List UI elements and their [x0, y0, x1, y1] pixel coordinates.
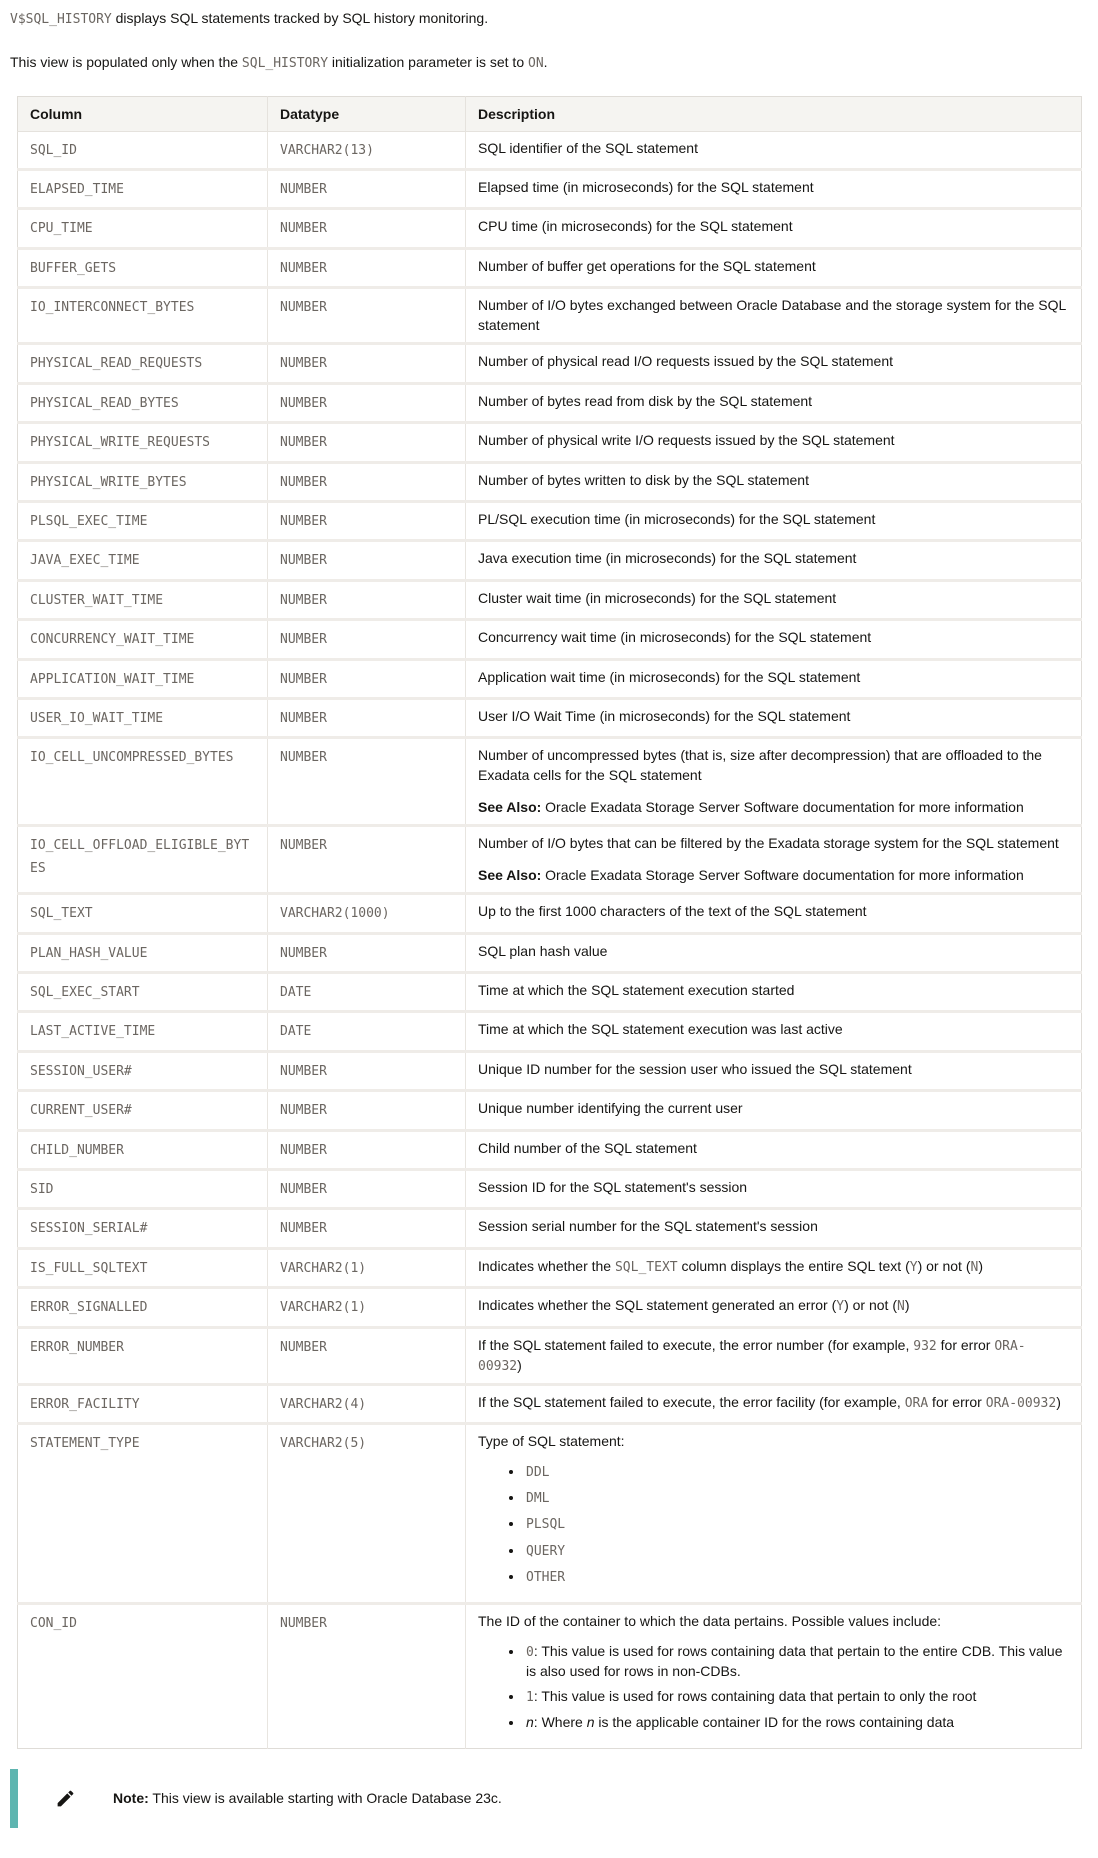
- column-name-cell: [18, 423, 268, 462]
- description-cell: [466, 170, 1082, 209]
- table-row: [18, 620, 1082, 659]
- column-name: ERROR_NUMBER: [30, 1339, 124, 1355]
- datatype-value: NUMBER: [280, 395, 327, 411]
- datatype-cell: [268, 698, 466, 737]
- note-accent-bar: [10, 1769, 18, 1828]
- description-cell: [466, 502, 1082, 541]
- table-row: [18, 1091, 1082, 1130]
- table-row: [18, 502, 1082, 541]
- description-cell: [466, 1288, 1082, 1327]
- datatype-cell: [268, 288, 466, 344]
- description-paragraph: The ID of the container to which the data pertains. Possible values include:: [478, 1612, 942, 1629]
- description-paragraph: Indicates whether the SQL_TEXT column displays the entire SQL text (Y) or not (N): [478, 1257, 983, 1275]
- description-cell: [466, 1051, 1082, 1090]
- table-row: [18, 1288, 1082, 1327]
- description-paragraph: Type of SQL statement:: [478, 1433, 625, 1450]
- column-name: CHILD_NUMBER: [30, 1142, 124, 1158]
- description-paragraph: Number of physical read I/O requests issued by the SQL statement: [478, 353, 894, 370]
- description-cell: [466, 1130, 1082, 1169]
- datatype-value: NUMBER: [280, 1221, 327, 1237]
- column-name: USER_IO_WAIT_TIME: [30, 710, 164, 726]
- description-paragraph: CPU time (in microseconds) for the SQL statement: [478, 218, 793, 235]
- column-name-cell: [18, 894, 268, 933]
- description-list-item: [524, 1541, 1069, 1561]
- inline-code: QUERY: [526, 1543, 566, 1559]
- datatype-cell: [268, 1051, 466, 1090]
- description-list-item: [524, 1462, 1069, 1482]
- datatype-value: NUMBER: [280, 1182, 327, 1198]
- datatype-cell: [268, 1012, 466, 1051]
- note-box: [10, 1769, 1081, 1828]
- datatype-value: NUMBER: [280, 671, 327, 687]
- description-paragraph: Number of physical write I/O requests issued by the SQL statement: [478, 432, 895, 449]
- datatype-value: NUMBER: [280, 356, 327, 372]
- description-paragraph: Time at which the SQL statement execution started: [478, 982, 795, 999]
- pencil-icon: [55, 1788, 76, 1809]
- datatype-value: NUMBER: [280, 182, 327, 198]
- datatype-cell: [268, 209, 466, 248]
- description-paragraph: Elapsed time (in microseconds) for the SQL statement: [478, 179, 814, 196]
- table-row: [18, 659, 1082, 698]
- description-cell: [466, 1091, 1082, 1130]
- column-name-cell: [18, 541, 268, 580]
- column-name-cell: [18, 209, 268, 248]
- datatype-value: NUMBER: [280, 632, 327, 648]
- inline-code: SQL_TEXT: [614, 1259, 678, 1275]
- description-list-item: • 0: This value is used for rows containing data that pertain to the entire CDB. This value is also used for rows in non-CDBs.: [524, 1642, 1069, 1682]
- datatype-cell: [268, 344, 466, 383]
- column-name-cell: [18, 1327, 268, 1384]
- description-paragraph: Number of I/O bytes that can be filtered by the Exadata storage system for the SQL statement: [478, 835, 1059, 852]
- inline-code: PLSQL: [526, 1517, 566, 1533]
- table-row: [18, 462, 1082, 501]
- column-name-cell: [18, 344, 268, 383]
- table-row: [18, 1051, 1082, 1090]
- description-paragraph: Up to the first 1000 characters of the text of the SQL statement: [478, 903, 867, 920]
- datatype-value: NUMBER: [280, 592, 327, 608]
- description-cell: [466, 1424, 1082, 1604]
- column-name: ERROR_SIGNALLED: [30, 1300, 148, 1316]
- description-cell: [466, 383, 1082, 422]
- table-row: [18, 209, 1082, 248]
- table-row: [18, 541, 1082, 580]
- table-row: [18, 826, 1082, 894]
- datatype-value: NUMBER: [280, 514, 327, 529]
- header-column: Column: [18, 96, 268, 131]
- description-paragraph: Number of uncompressed bytes (that is, size after decompression) that are offloaded to the Exadata cells for the SQL statement: [478, 747, 1042, 783]
- datatype-cell: [268, 580, 466, 619]
- column-name: PLSQL_EXEC_TIME: [30, 514, 148, 529]
- inline-code: N: [970, 1259, 979, 1275]
- table-row: [18, 131, 1082, 169]
- column-name: PHYSICAL_READ_REQUESTS: [30, 356, 203, 372]
- description-paragraph: Number of buffer get operations for the SQL statement: [478, 257, 816, 274]
- inline-code: 0: [526, 1644, 534, 1660]
- description-paragraph: If the SQL statement failed to execute, the error facility (for example, ORA for error ORA-00932): [478, 1393, 1061, 1411]
- column-name-cell: [18, 738, 268, 826]
- table-row: [18, 1209, 1082, 1248]
- column-name: SESSION_USER#: [30, 1063, 132, 1079]
- column-name: PHYSICAL_WRITE_BYTES: [30, 474, 187, 490]
- column-name-cell: [18, 248, 268, 287]
- datatype-value: NUMBER: [280, 750, 327, 766]
- description-cell: [466, 933, 1082, 972]
- description-list-item: [524, 1567, 1069, 1587]
- column-name-cell: [18, 1091, 268, 1130]
- datatype-value: VARCHAR2(1): [280, 1260, 367, 1276]
- datatype-value: NUMBER: [280, 1142, 327, 1158]
- column-name-cell: [18, 131, 268, 169]
- datatype-value: DATE: [280, 985, 312, 1001]
- column-name: PHYSICAL_WRITE_REQUESTS: [30, 435, 211, 451]
- inline-code: OTHER: [526, 1569, 566, 1585]
- table-row: [18, 288, 1082, 344]
- datatype-value: VARCHAR2(5): [280, 1436, 367, 1452]
- table-row: [18, 248, 1082, 287]
- description-paragraph: If the SQL statement failed to execute, the error number (for example, 932 for error ORA-00932): [478, 1336, 1026, 1374]
- datatype-value: NUMBER: [280, 945, 327, 961]
- description-paragraph: Unique ID number for the session user who issued the SQL statement: [478, 1060, 912, 1077]
- datatype-cell: [268, 248, 466, 287]
- description-list-item: [524, 1488, 1069, 1508]
- datatype-value: VARCHAR2(4): [280, 1396, 367, 1412]
- datatype-cell: [268, 1603, 466, 1748]
- column-name-cell: [18, 580, 268, 619]
- column-name: APPLICATION_WAIT_TIME: [30, 671, 195, 687]
- inline-code: ORA-00932: [478, 1338, 1026, 1374]
- table-row: [18, 383, 1082, 422]
- datatype-cell: [268, 933, 466, 972]
- inline-code: ON: [528, 55, 544, 71]
- table-header-row: [18, 96, 1082, 131]
- description-cell: [466, 423, 1082, 462]
- table-row: [18, 933, 1082, 972]
- description-paragraph: Cluster wait time (in microseconds) for the SQL statement: [478, 589, 837, 606]
- column-name: IO_CELL_OFFLOAD_ELIGIBLE_BYTES: [30, 838, 250, 876]
- header-datatype: Datatype: [268, 96, 466, 131]
- column-name-cell: [18, 1288, 268, 1327]
- datatype-value: NUMBER: [280, 300, 327, 316]
- table-row: [18, 1130, 1082, 1169]
- column-name-cell: [18, 1170, 268, 1209]
- datatype-cell: [268, 170, 466, 209]
- datatype-value: NUMBER: [280, 1103, 327, 1119]
- column-name: ERROR_FACILITY: [30, 1396, 140, 1412]
- inline-code: DML: [526, 1491, 550, 1507]
- table-row: [18, 344, 1082, 383]
- column-name: CON_ID: [30, 1615, 77, 1631]
- datatype-value: VARCHAR2(1): [280, 1300, 367, 1316]
- description-paragraph: Number of bytes written to disk by the SQL statement: [478, 471, 809, 488]
- description-cell: [466, 894, 1082, 933]
- description-cell: [466, 826, 1082, 894]
- column-name-cell: [18, 1424, 268, 1604]
- description-cell: [466, 462, 1082, 501]
- inline-code: 1: [526, 1690, 534, 1706]
- description-paragraph: Time at which the SQL statement execution was last active: [478, 1021, 843, 1038]
- datatype-value: NUMBER: [280, 1063, 327, 1079]
- description-cell: [466, 1209, 1082, 1248]
- datatype-cell: [268, 973, 466, 1012]
- column-name-cell: [18, 462, 268, 501]
- column-name-cell: [18, 1603, 268, 1748]
- column-name-cell: [18, 383, 268, 422]
- table-row: [18, 1603, 1082, 1748]
- table-row: [18, 423, 1082, 462]
- column-name: SQL_EXEC_START: [30, 985, 140, 1001]
- datatype-cell: [268, 502, 466, 541]
- description-cell: [466, 288, 1082, 344]
- description-cell: [466, 1327, 1082, 1384]
- table-row: [18, 894, 1082, 933]
- datatype-cell: [268, 541, 466, 580]
- doc-page: [10, 8, 1081, 1828]
- description-paragraph: Concurrency wait time (in microseconds) for the SQL statement: [478, 629, 872, 646]
- column-name: CLUSTER_WAIT_TIME: [30, 592, 164, 608]
- description-cell: [466, 344, 1082, 383]
- datatype-value: NUMBER: [280, 474, 327, 490]
- description-cell: [466, 1012, 1082, 1051]
- column-name: JAVA_EXEC_TIME: [30, 553, 140, 569]
- datatype-value: NUMBER: [280, 1615, 327, 1631]
- description-paragraph: Java execution time (in microseconds) for the SQL statement: [478, 550, 857, 567]
- column-name-cell: [18, 973, 268, 1012]
- inline-code: Y: [909, 1259, 918, 1275]
- description-cell: [466, 1248, 1082, 1287]
- datatype-cell: [268, 1424, 466, 1604]
- datatype-value: NUMBER: [280, 1339, 327, 1355]
- table-row: [18, 698, 1082, 737]
- description-paragraph: SQL identifier of the SQL statement: [478, 139, 698, 156]
- note-message: This view is available starting with Oracle Database 23c.: [148, 1789, 502, 1806]
- datatype-cell: [268, 1248, 466, 1287]
- column-name: CPU_TIME: [30, 221, 93, 237]
- datatype-cell: [268, 423, 466, 462]
- datatype-cell: [268, 659, 466, 698]
- column-name-cell: [18, 1248, 268, 1287]
- column-name: PLAN_HASH_VALUE: [30, 945, 148, 961]
- description-paragraph: See Also: Oracle Exadata Storage Server Software documentation for more information: [478, 798, 1024, 815]
- description-list: [478, 1462, 1069, 1587]
- inline-code: Y: [836, 1299, 845, 1315]
- description-paragraph: Child number of the SQL statement: [478, 1139, 697, 1156]
- datatype-cell: [268, 1288, 466, 1327]
- description-paragraph: PL/SQL execution time (in microseconds) for the SQL statement: [478, 511, 876, 527]
- column-name: SQL_ID: [30, 142, 77, 158]
- header-description: Description: [466, 96, 1082, 131]
- column-name: SQL_TEXT: [30, 906, 93, 922]
- column-name: IS_FULL_SQLTEXT: [30, 1260, 148, 1276]
- description-cell: [466, 541, 1082, 580]
- inline-code: N: [896, 1299, 905, 1315]
- column-name-cell: [18, 502, 268, 541]
- column-name-cell: [18, 698, 268, 737]
- inline-code: 932: [913, 1338, 937, 1354]
- inline-code: ORA: [904, 1395, 929, 1411]
- column-name: IO_INTERCONNECT_BYTES: [30, 300, 195, 316]
- datatype-value: NUMBER: [280, 260, 327, 276]
- description-paragraph: Session ID for the SQL statement's session: [478, 1179, 748, 1196]
- note-body: [18, 1769, 502, 1828]
- column-name-cell: [18, 659, 268, 698]
- intro-paragraph-1: V$SQL_HISTORY displays SQL statements tracked by SQL history monitoring.: [10, 10, 489, 27]
- description-cell: [466, 248, 1082, 287]
- description-list: [478, 1642, 1069, 1734]
- description-cell: [466, 209, 1082, 248]
- datatype-cell: [268, 620, 466, 659]
- column-name: LAST_ACTIVE_TIME: [30, 1024, 156, 1040]
- inline-code: V$SQL_HISTORY: [10, 12, 112, 27]
- datatype-cell: [268, 131, 466, 169]
- description-cell: [466, 659, 1082, 698]
- datatype-cell: [268, 1091, 466, 1130]
- description-cell: [466, 131, 1082, 169]
- column-name-cell: [18, 1384, 268, 1423]
- datatype-value: NUMBER: [280, 221, 327, 237]
- column-name-cell: [18, 288, 268, 344]
- datatype-value: VARCHAR2(1000): [280, 906, 390, 922]
- description-cell: [466, 1384, 1082, 1423]
- datatype-value: DATE: [280, 1024, 312, 1040]
- datatype-value: NUMBER: [280, 838, 327, 854]
- table-row: [18, 1327, 1082, 1384]
- table-row: [18, 973, 1082, 1012]
- datatype-cell: [268, 738, 466, 826]
- description-cell: [466, 738, 1082, 826]
- datatype-cell: [268, 894, 466, 933]
- column-name-cell: [18, 1051, 268, 1090]
- table-row: [18, 1170, 1082, 1209]
- inline-code: DDL: [526, 1464, 550, 1480]
- datatype-value: NUMBER: [280, 710, 327, 726]
- description-cell: [466, 1603, 1082, 1748]
- inline-code: ORA-00932: [985, 1395, 1057, 1411]
- description-paragraph: Unique number identifying the current user: [478, 1100, 743, 1117]
- column-name: SESSION_SERIAL#: [30, 1221, 148, 1237]
- datatype-value: VARCHAR2(13): [280, 142, 374, 158]
- description-paragraph: SQL plan hash value: [478, 942, 608, 959]
- column-name: BUFFER_GETS: [30, 260, 117, 276]
- table-row: [18, 1248, 1082, 1287]
- column-name: STATEMENT_TYPE: [30, 1436, 140, 1452]
- column-name-cell: [18, 1130, 268, 1169]
- table-row: [18, 1424, 1082, 1604]
- column-name-cell: [18, 826, 268, 894]
- datatype-value: NUMBER: [280, 435, 327, 451]
- column-name: IO_CELL_UNCOMPRESSED_BYTES: [30, 750, 234, 766]
- datatype-cell: [268, 1327, 466, 1384]
- description-paragraph: Number of I/O bytes exchanged between Oracle Database and the storage system for the SQL statement: [478, 297, 1066, 333]
- table-row: [18, 738, 1082, 826]
- description-list-item: • 1: This value is used for rows containing data that pertain to only the root: [524, 1687, 1069, 1707]
- table-row: [18, 170, 1082, 209]
- datatype-cell: [268, 1384, 466, 1423]
- datatype-cell: [268, 462, 466, 501]
- description-paragraph: Indicates whether the SQL statement generated an error (Y) or not (N): [478, 1297, 910, 1315]
- description-cell: [466, 580, 1082, 619]
- table-row: [18, 1012, 1082, 1051]
- column-name-cell: [18, 620, 268, 659]
- inline-code: SQL_HISTORY: [241, 55, 329, 71]
- description-paragraph: User I/O Wait Time (in microseconds) for the SQL statement: [478, 707, 851, 724]
- intro-paragraph-2: This view is populated only when the SQL_HISTORY initialization parameter is set to ON.: [10, 53, 548, 71]
- column-name-cell: [18, 1209, 268, 1248]
- description-cell: [466, 620, 1082, 659]
- datatype-value: NUMBER: [280, 553, 327, 569]
- description-cell: [466, 973, 1082, 1012]
- datatype-cell: [268, 1209, 466, 1248]
- description-cell: [466, 1170, 1082, 1209]
- datatype-cell: [268, 383, 466, 422]
- column-name: ELAPSED_TIME: [30, 182, 124, 198]
- description-paragraph: Session serial number for the SQL statement's session: [478, 1218, 818, 1235]
- datatype-cell: [268, 1170, 466, 1209]
- table-row: [18, 1384, 1082, 1423]
- datatype-cell: [268, 826, 466, 894]
- column-name: PHYSICAL_READ_BYTES: [30, 395, 179, 411]
- column-name-cell: [18, 1012, 268, 1051]
- description-paragraph: Application wait time (in microseconds) for the SQL statement: [478, 668, 861, 685]
- note-text: [113, 1789, 502, 1809]
- description-paragraph: Number of bytes read from disk by the SQL statement: [478, 392, 813, 409]
- description-list-item: • n: Where n is the applicable container ID for the rows containing data: [524, 1713, 1069, 1733]
- column-name-cell: [18, 933, 268, 972]
- table-row: [18, 580, 1082, 619]
- description-paragraph: See Also: Oracle Exadata Storage Server Software documentation for more information: [478, 866, 1024, 883]
- view-columns-table: [17, 96, 1082, 1749]
- column-name: SID: [30, 1182, 54, 1198]
- description-list-item: [524, 1514, 1069, 1534]
- datatype-cell: [268, 1130, 466, 1169]
- column-name: CONCURRENCY_WAIT_TIME: [30, 632, 195, 648]
- note-label: Note:: [113, 1789, 149, 1806]
- column-name-cell: [18, 170, 268, 209]
- column-name: CURRENT_USER#: [30, 1103, 132, 1119]
- description-cell: [466, 698, 1082, 737]
